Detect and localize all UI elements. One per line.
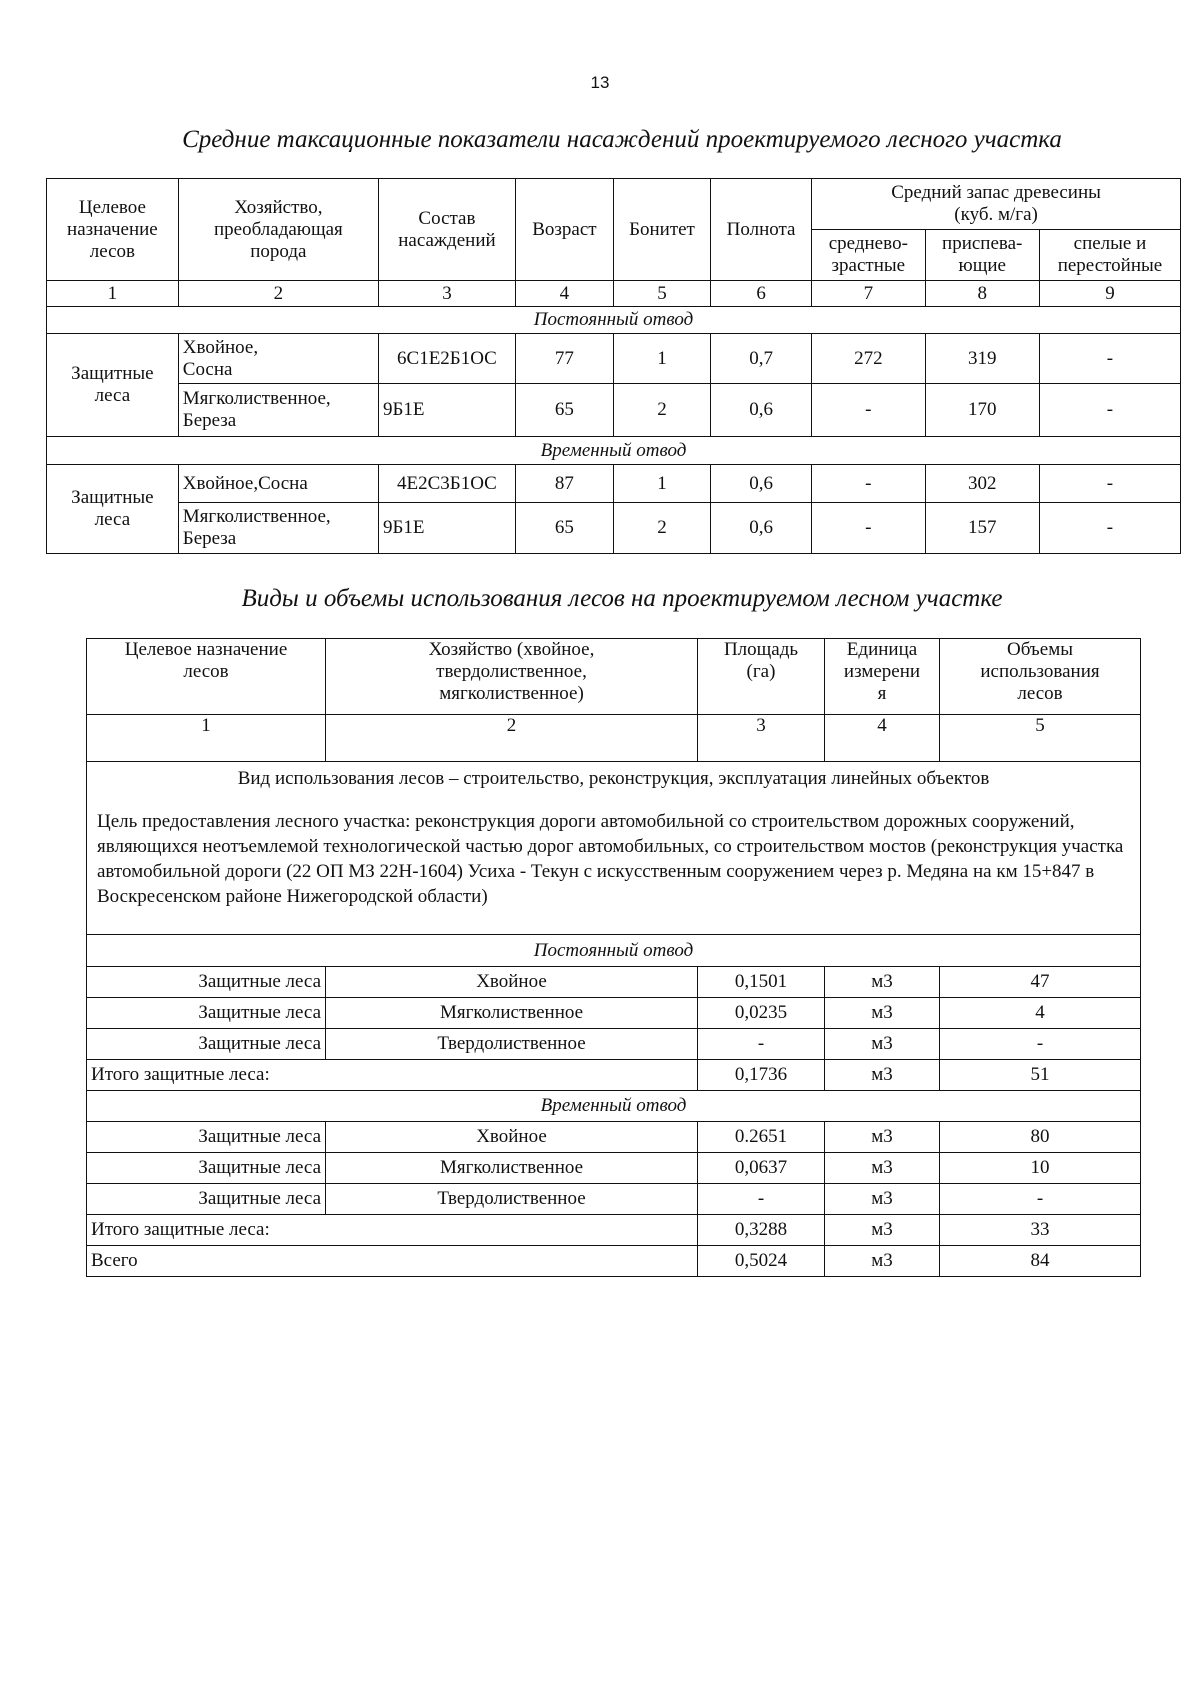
- usage-type: Вид использования лесов – строительство, реконструкция, эксплуатация линейных объектов: [237, 768, 990, 789]
- header-stock-mid: средневo- зрастные: [812, 230, 925, 281]
- header-unit: Единица измерени я: [825, 639, 940, 715]
- subtotal-row: Итого защитные леса: 0,3288 м3 33: [87, 1215, 1141, 1246]
- header-density: Полнота: [711, 179, 812, 281]
- table-row: Мягколиственное, Береза 9Б1Е 65 2 0,6 - 157 -: [47, 503, 1181, 554]
- table-row: Защитные леса Твердолиственное - м3 -: [87, 1029, 1141, 1060]
- page-number: 13: [590, 73, 610, 92]
- header-stock-pre: приспева- ющие: [925, 230, 1039, 281]
- section-label: Постоянный отвод: [87, 935, 1141, 967]
- section-label: Постоянный отвод: [47, 307, 1181, 334]
- header-age: Возраст: [515, 179, 613, 281]
- forest-taxation-table: [46, 178, 1181, 554]
- table2-title: Виды и объемы использования лесов на проектируемом лесном участке: [241, 585, 1003, 612]
- purpose-cell: Защитные леса: [47, 465, 179, 554]
- section-label: Временный отвод: [87, 1091, 1141, 1122]
- table-row: Мягколиственное, Береза 9Б1Е 65 2 0,6 - 170 -: [47, 384, 1181, 437]
- table-row: Защитные леса Мягколиственное 0,0235 м3 4: [87, 998, 1141, 1029]
- table-row: Защитные леса Мягколиственное 0,0637 м3 10: [87, 1153, 1141, 1184]
- header-economy: Хозяйство (хвойное, твердолиственное, мягколиственное): [326, 639, 698, 715]
- table-row: Защитные леса Хвойное 0,1501 м3 47: [87, 967, 1141, 998]
- table1-title: Средние таксационные показатели насаждений проектируемого лесного участка: [182, 126, 1062, 153]
- table-row: Защитные леса Хвойное 0.2651 м3 80: [87, 1122, 1141, 1153]
- header-stock-ripe: спелые и перестойные: [1039, 230, 1180, 281]
- purpose-cell: Защитные леса: [47, 334, 179, 437]
- table-row: Защитные леса Хвойное, Сосна 6С1Е2Б1ОС 77 1 0,7 272 319 -: [47, 334, 1181, 384]
- header-composition: Состав насаждений: [379, 179, 516, 281]
- forest-usage-table: [86, 638, 1141, 1277]
- header-bonitet: Бонитет: [613, 179, 710, 281]
- subtotal-row: Итого защитные леса: 0,1736 м3 51: [87, 1060, 1141, 1091]
- header-row: [87, 639, 1141, 715]
- section-label: Временный отвод: [47, 437, 1181, 465]
- column-number-row: 1 2 3 4 5: [87, 715, 1141, 762]
- header-purpose: Целевое назначение лесов: [87, 639, 326, 715]
- header-area: Площадь (га): [698, 639, 825, 715]
- usage-purpose-text: Цель предоставления лесного участка: реконструкция дороги автомобильной со строительством дорожных сооружений, являющихся неотъемлемой технологической частью дорог автомобильных, со строительством мостов (реконструкция участка автомобильной дороги (22 ОП МЗ 22Н-1604) Усиха - Текун с искусственным сооружением через р. Медяна на км 15+847 в Воскресенском районе Нижегородской области): [97, 811, 1124, 907]
- header-stock: Средний запас древесины (куб. м/га): [812, 179, 1181, 230]
- header-economy: Хозяйство, преобладающая порода: [178, 179, 378, 281]
- header-purpose: Целевое назначение лесов: [47, 179, 179, 281]
- table-row: Защитные леса Твердолиственное - м3 -: [87, 1184, 1141, 1215]
- column-number-row: 1 2 3 4 5 6 7 8 9: [47, 281, 1181, 307]
- header-volume: Объемы использования лесов: [940, 639, 1141, 715]
- table-row: Защитные леса Хвойное,Сосна 4Е2С3Б1ОС 87 1 0,6 - 302 -: [47, 465, 1181, 503]
- usage-description: [87, 762, 1141, 935]
- grand-total-row: Всего 0,5024 м3 84: [87, 1246, 1141, 1277]
